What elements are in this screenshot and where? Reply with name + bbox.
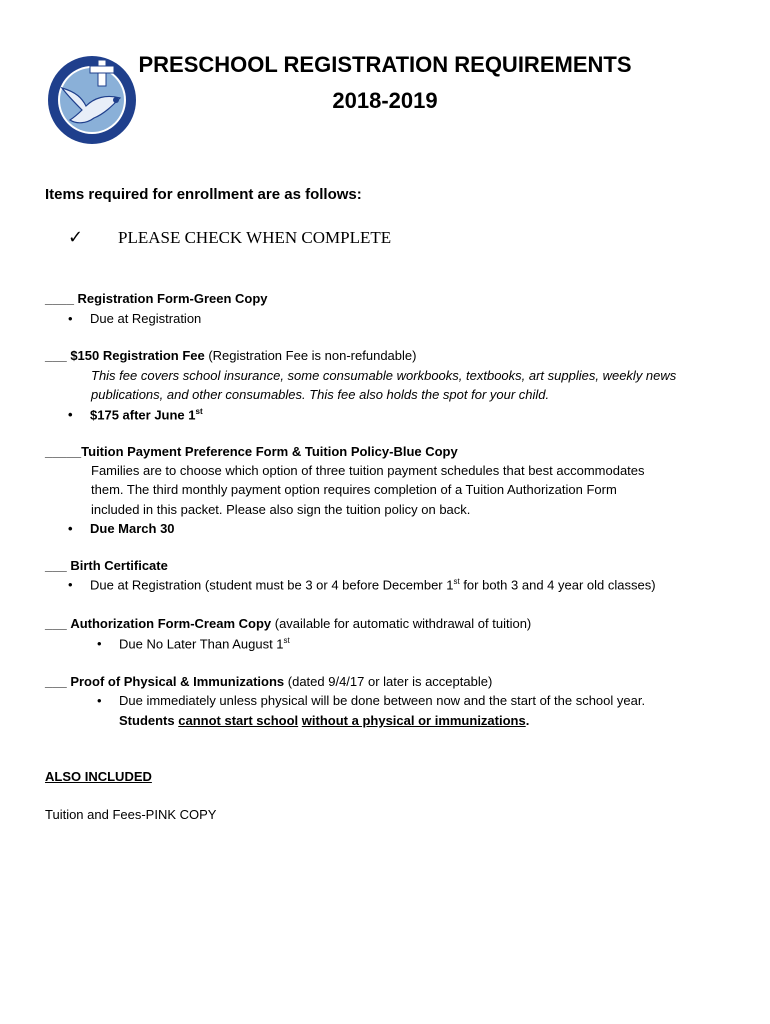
list-item	[68, 577, 656, 592]
item-note: (Registration Fee is non-refundable)	[208, 348, 417, 363]
fee-description-2: publications, and other consumables. This fee also holds the spot for your child.	[91, 387, 550, 402]
bullet-text: Due immediately unless physical will be done between now and the start of the school year.	[119, 693, 646, 708]
fee-description-1: This fee covers school insurance, some consumable workbooks, textbooks, art supplies, weekly news	[91, 368, 677, 383]
bullet-icon: •	[68, 577, 73, 593]
item-registration-form	[45, 291, 268, 306]
bullet-text: $175 after June 1	[90, 407, 196, 423]
item-tuition-form	[45, 444, 458, 459]
item-title: Authorization Form-Cream Copy	[70, 616, 272, 631]
checkbox-blank[interactable]: _____	[45, 444, 82, 459]
item-title: Proof of Physical & Immunizations	[70, 674, 285, 689]
superscript: st	[283, 636, 290, 645]
item-title: Birth Certificate	[70, 558, 168, 573]
bullet-icon: •	[97, 636, 102, 652]
bullet-icon: •	[68, 521, 73, 536]
warning-underlined-1: cannot start school	[178, 713, 299, 728]
item-authorization-form	[45, 616, 531, 631]
tuition-description-2: them. The third monthly payment option requires completion of a Tuition Authorization Form	[91, 482, 617, 497]
item-note: (dated 9/4/17 or later is acceptable)	[287, 674, 493, 689]
bullet-text-cont: for both 3 and 4 year old classes)	[459, 577, 656, 593]
list-item	[97, 636, 290, 651]
list-item	[68, 311, 201, 326]
bullet-icon: •	[97, 693, 102, 708]
checkbox-blank[interactable]: ___	[45, 616, 67, 631]
item-birth-certificate	[45, 558, 168, 573]
bullet-text: Due at Registration (student must be 3 or 4 before December 1	[90, 577, 454, 593]
warning-underlined-2: without a physical or immunizations	[301, 713, 526, 728]
item-physical-immunizations	[45, 674, 492, 689]
item-note: (available for automatic withdrawal of tuition)	[274, 616, 532, 631]
checkbox-blank[interactable]: ___	[45, 348, 67, 363]
superscript: st	[453, 577, 460, 586]
check-instruction: PLEASE CHECK WHEN COMPLETE	[118, 228, 392, 247]
also-included-text: Tuition and Fees-PINK COPY	[45, 807, 217, 822]
warning-text: Students	[119, 713, 175, 728]
page-title: PRESCHOOL REGISTRATION REQUIREMENTS	[138, 52, 632, 77]
tuition-description-1: Families are to choose which option of three tuition payment schedules that best accommodates	[91, 463, 645, 478]
also-included-heading: ALSO INCLUDED	[45, 769, 152, 784]
item-title: Registration Form-Green Copy	[77, 291, 268, 306]
bullet-text: Due No Later Than August 1	[119, 636, 284, 652]
list-item	[97, 693, 645, 708]
item-registration-fee	[45, 348, 416, 363]
list-item	[68, 521, 175, 536]
bullet-text: Due at Registration	[90, 311, 202, 326]
checkmark-icon: ✓	[68, 227, 84, 247]
bullet-icon: •	[68, 311, 73, 326]
checkbox-blank[interactable]: ___	[45, 674, 67, 689]
superscript: st	[195, 407, 203, 416]
list-item	[68, 407, 203, 422]
item-title: Tuition Payment Preference Form & Tuition Policy-Blue Copy	[81, 444, 458, 459]
bullet-icon: •	[68, 407, 73, 423]
bullet-text: Due March 30	[90, 521, 175, 536]
warning-period: .	[525, 713, 530, 728]
physical-warning	[119, 713, 529, 728]
checkbox-blank[interactable]: ____	[45, 291, 74, 306]
intro-text: Items required for enrollment are as follows:	[45, 186, 362, 203]
tuition-description-3: included in this packet. Please also sign the tuition policy on back.	[91, 502, 471, 517]
page-title-year: 2018-2019	[332, 88, 438, 113]
checkbox-blank[interactable]: ___	[45, 558, 67, 573]
item-title: $150 Registration Fee	[70, 348, 205, 363]
